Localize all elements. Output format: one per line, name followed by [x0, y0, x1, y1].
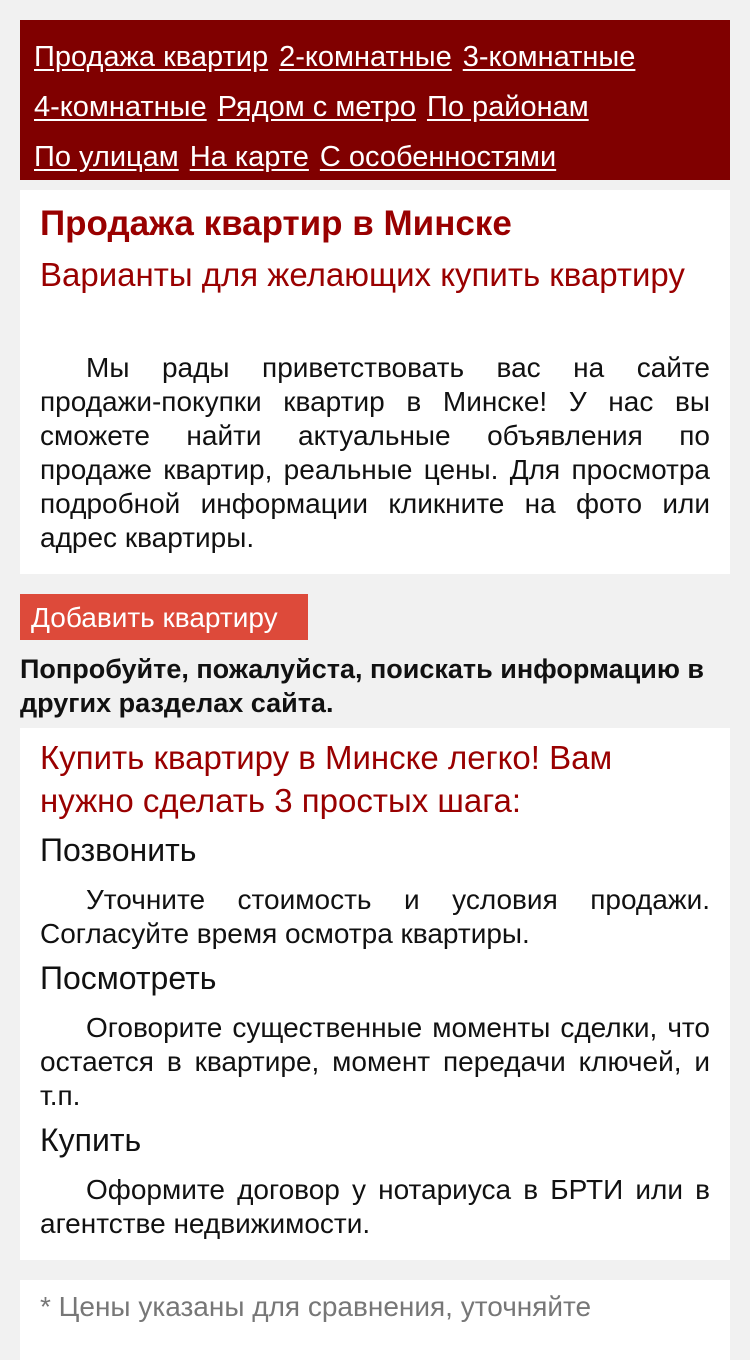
nav-link-with-features[interactable]: С особенностями — [319, 141, 557, 173]
nav-row — [34, 130, 720, 180]
search-other-sections-text: Попробуйте, пожалуйста, поискать информацию в других разделах сайта. — [20, 654, 705, 718]
nav-link-near-metro[interactable]: Рядом с метро — [217, 91, 416, 123]
nav-link-4-rooms[interactable]: 4-комнатные — [34, 91, 207, 123]
nav-link-3-rooms[interactable]: 3-комнатные — [462, 41, 636, 73]
intro-subtitle: Варианты для желающих купить квартиру — [40, 256, 685, 293]
nav-link-by-street[interactable]: По улицам — [34, 141, 179, 173]
price-note-card — [20, 1280, 730, 1360]
steps-title: Купить квартиру в Минске легко! Вам нужно сделать 3 простых шага: — [40, 739, 613, 819]
step-title-view: Посмотреть — [40, 960, 217, 996]
page-title: Продажа квартир в Минске — [40, 204, 512, 243]
nav-link-by-district[interactable]: По районам — [426, 91, 589, 123]
nav-link-on-map[interactable]: На карте — [189, 141, 309, 173]
step-text-buy: Оформите договор у нотариуса в БРТИ или в агентстве недвижимости. — [40, 1174, 710, 1239]
nav-link-sale-apartments[interactable]: Продажа квартир — [34, 41, 269, 73]
step-text-call: Уточните стоимость и условия продажи. Согласуйте время осмотра квартиры. — [40, 884, 710, 949]
steps-card — [20, 728, 730, 1260]
nav-link-2-rooms[interactable]: 2-комнатные — [279, 41, 452, 73]
price-note: * Цены указаны для сравнения, уточняйте — [40, 1291, 592, 1322]
top-navigation — [20, 20, 730, 180]
nav-row — [34, 30, 720, 80]
step-title-buy: Купить — [40, 1122, 142, 1158]
add-apartment-button[interactable]: Добавить квартиру — [20, 594, 308, 640]
intro-card — [20, 190, 730, 574]
step-text-view: Оговорите существенные моменты сделки, что остается в квартире, момент передачи ключей, и т.п. — [40, 1012, 710, 1111]
nav-row — [34, 80, 720, 130]
intro-text: Мы рады приветствовать вас на сайте продажи-покупки квартир в Минске! У нас вы сможете найти актуальные объявления по продаже квартир, реальные цены. Для просмотра подробной информации кликните на фото или адрес квартиры. — [40, 352, 710, 553]
step-title-call: Позвонить — [40, 832, 197, 868]
